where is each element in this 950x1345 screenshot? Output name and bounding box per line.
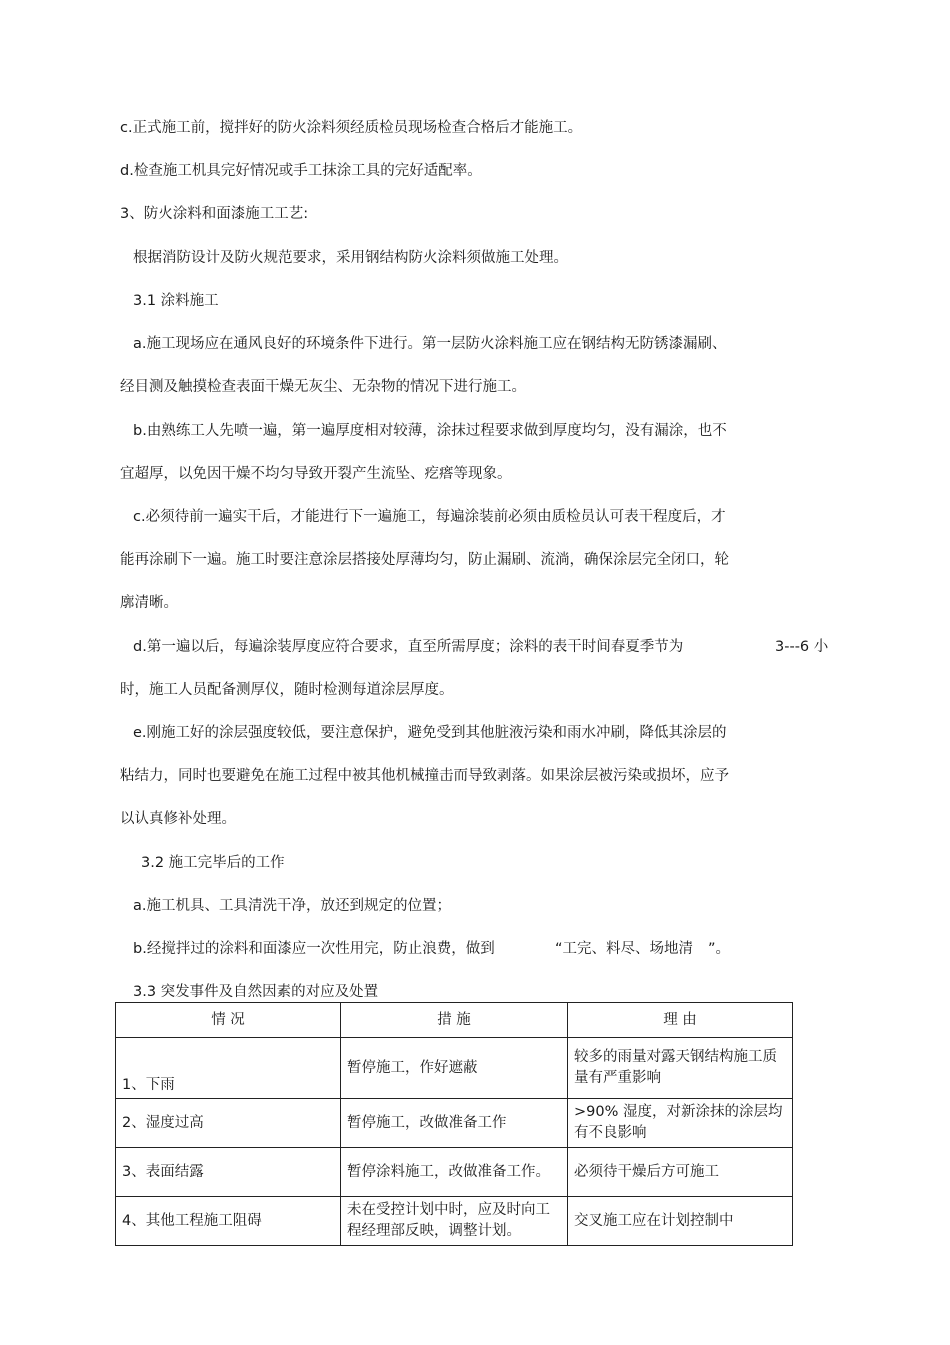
table-cell: 暂停涂料施工，改做准备工作。 bbox=[341, 1148, 568, 1197]
table-cell: 4、其他工程施工阻碍 bbox=[116, 1197, 341, 1246]
table-cell: 暂停施工，作好遮蔽 bbox=[341, 1038, 568, 1099]
table-cell: 必须待干燥后方可施工 bbox=[568, 1148, 793, 1197]
table-cell: 1、下雨 bbox=[116, 1038, 341, 1099]
text-line: b.由熟练工人先喷一遍，第一遍厚度相对较薄，涂抹过程要求做到厚度均匀，没有漏涂，也不 bbox=[133, 423, 727, 439]
text-line: a.施工机具、工具清洗干净，放还到规定的位置； bbox=[133, 898, 451, 914]
text-line: c.必须待前一遍实干后，才能进行下一遍施工，每遍涂装前必须由质检员认可表干程度后，才 bbox=[133, 509, 726, 525]
table-header-row bbox=[116, 1003, 793, 1038]
table-cell: 未在受控计划中时，应及时向工程经理部反映，调整计划。 bbox=[341, 1197, 568, 1246]
response-table bbox=[115, 1002, 793, 1246]
column-header: 情 况 bbox=[116, 1003, 341, 1038]
subsection-heading: 3.2 施工完毕后的工作 bbox=[141, 855, 285, 871]
text-line: 宜超厚，以免因干燥不均匀导致开裂产生流坠、疙瘩等现象。 bbox=[120, 466, 512, 482]
table-row bbox=[116, 1148, 793, 1197]
text-line: a.施工现场应在通风良好的环境条件下进行。第一层防火涂料施工应在钢结构无防锈漆漏刷、 bbox=[133, 336, 727, 352]
text-line: e.刚施工好的涂层强度较低，要注意保护，避免受到其他脏液污染和雨水冲刷，降低其涂层的 bbox=[133, 725, 727, 741]
text-line: 根据消防设计及防火规范要求，采用钢结构防火涂料须做施工处理。 bbox=[133, 250, 568, 266]
text-line: d.第一遍以后，每遍涂装厚度应符合要求，直至所需厚度；涂料的表干时间春夏季节为 bbox=[133, 639, 684, 655]
text-line: 3---6 小 bbox=[775, 639, 829, 655]
table-cell: 暂停施工，改做准备工作 bbox=[341, 1099, 568, 1148]
text-line: 时，施工人员配备测厚仪，随时检测每道涂层厚度。 bbox=[120, 682, 454, 698]
subsection-heading: 3.1 涂料施工 bbox=[133, 293, 219, 309]
table-cell: 交叉施工应在计划控制中 bbox=[568, 1197, 793, 1246]
text-line: 经目测及触摸检查表面干燥无灰尘、无杂物的情况下进行施工。 bbox=[120, 379, 526, 395]
table-cell: 3、表面结露 bbox=[116, 1148, 341, 1197]
text-line: “工完、料尽、场地清 bbox=[555, 941, 694, 957]
table-caption: 3.3 突发事件及自然因素的对应及处置 bbox=[133, 984, 379, 1000]
column-header: 措 施 bbox=[341, 1003, 568, 1038]
text-line: 廓清晰。 bbox=[120, 595, 178, 611]
table-row bbox=[116, 1099, 793, 1148]
table-cell: 2、湿度过高 bbox=[116, 1099, 341, 1148]
column-header: 理 由 bbox=[568, 1003, 793, 1038]
text-line: b.经搅拌过的涂料和面漆应一次性用完，防止浪费，做到 bbox=[133, 941, 495, 957]
text-line: c.正式施工前，搅拌好的防火涂料须经质检员现场检查合格后才能施工。 bbox=[120, 120, 583, 136]
table-row bbox=[116, 1197, 793, 1246]
table-cell: 较多的雨量对露天钢结构施工质量有严重影响 bbox=[568, 1038, 793, 1099]
table-row bbox=[116, 1038, 793, 1099]
text-line: ”。 bbox=[708, 941, 731, 957]
text-line: 粘结力，同时也要避免在施工过程中被其他机械撞击而导致剥落。如果涂层被污染或损坏，应予 bbox=[120, 768, 729, 784]
text-line: d.检查施工机具完好情况或手工抹涂工具的完好适配率。 bbox=[120, 163, 482, 179]
text-line: 以认真修补处理。 bbox=[120, 811, 236, 827]
section-heading: 3、防火涂料和面漆施工工艺: bbox=[120, 206, 309, 222]
text-line: 能再涂刷下一遍。施工时要注意涂层搭接处厚薄均匀，防止漏刷、流淌，确保涂层完全闭口，轮 bbox=[120, 552, 729, 568]
table-cell: >90% 湿度，对新涂抹的涂层均有不良影响 bbox=[568, 1099, 793, 1148]
